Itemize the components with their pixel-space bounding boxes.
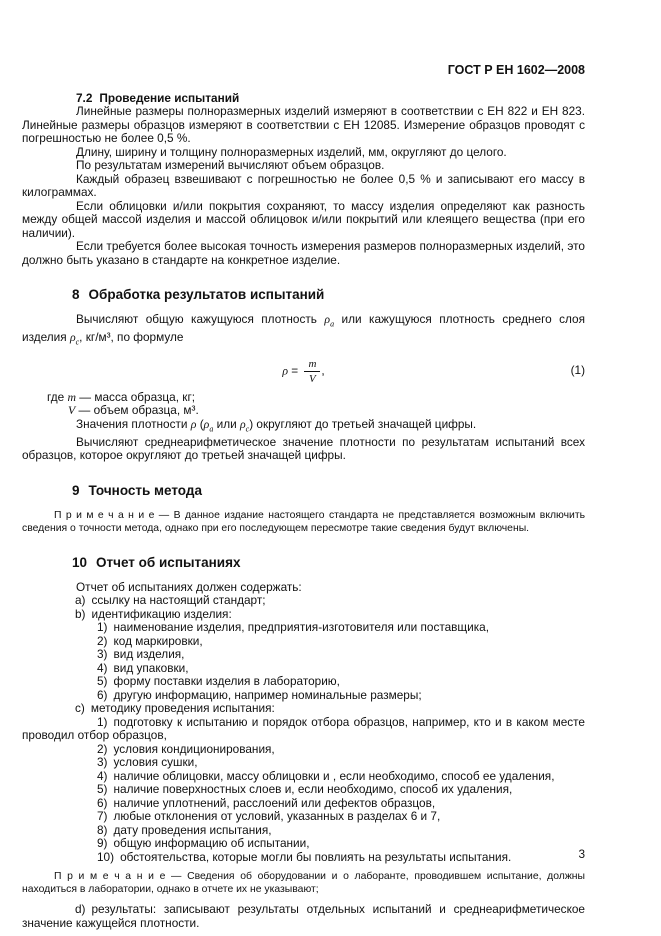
list-item-label: 10) <box>97 849 115 864</box>
text-run: Вычисляют общую кажущуюся плотность <box>76 312 325 326</box>
list-item <box>22 770 585 784</box>
list-item <box>22 810 585 824</box>
paragraph: Линейные размеры полноразмерных изделий измеряют в соответствии с ЕН 822 и ЕН 823. Линейные размеры образцов измеряют в соответствии с ЕН 12085. Измерение образцов проводят с погрешностью не более 0,5 %. <box>22 104 585 145</box>
list-item-text: обстоятельства, которые могли бы повлиять на результаты испытания. <box>120 849 512 864</box>
list-item-label: 3) <box>97 755 108 770</box>
list-item-label: 7) <box>97 809 108 824</box>
list-item-text: общую информацию об испытании, <box>113 836 310 851</box>
text-run: или кажущуюся плотность среднего слоя изделия <box>22 312 586 344</box>
rho-symbol: ρ <box>190 416 197 431</box>
paragraph-rounding <box>22 418 585 436</box>
list-item-text: результаты: записывают результаты отдельных испытаний и среднеарифметическое значение кажущейся плотности. <box>22 902 585 930</box>
text-run: где <box>47 389 68 404</box>
list-item-text: методику проведения испытания: <box>90 701 275 716</box>
paragraph: Если требуется более высокая точность измерения размеров полноразмерных изделий, это должно быть указано в стандарте на конкретное изделие. <box>22 239 585 267</box>
list-item <box>22 662 585 676</box>
list-item <box>22 648 585 662</box>
var-m: m <box>67 389 77 404</box>
list-item-text: ссылку на настоящий стандарт; <box>91 593 266 608</box>
doc-header-code: ГОСТ Р ЕН 1602—2008 <box>447 63 585 77</box>
list-item-label: 6) <box>97 795 108 810</box>
text-run: — масса образца, кг; <box>76 389 196 404</box>
list-item-label: c) <box>75 701 85 716</box>
list-item-text: условия сушки, <box>113 755 198 770</box>
list-item-text: дату проведения испытания, <box>113 822 272 837</box>
fraction-denominator: V <box>309 372 316 385</box>
list-item-label: 6) <box>97 687 108 702</box>
rho-symbol: ρ <box>239 416 246 431</box>
comma: , <box>321 363 325 378</box>
paragraph: Каждый образец взвешивают с погрешностью не более 0,5 % и записывают его массу в килограммах. <box>22 171 585 199</box>
list-item-label: a) <box>75 593 86 608</box>
text-run: — объем образца, м³. <box>75 403 199 418</box>
section-10-text: Отчет об испытаниях <box>96 554 241 570</box>
equation-number: (1) <box>570 362 585 377</box>
list-item-text: условия кондиционирования, <box>113 741 275 756</box>
rho-symbol: ρ <box>69 329 76 344</box>
list-item <box>22 716 585 743</box>
list-item-text: наименование изделия, предприятия-изготовителя или поставщика, <box>113 620 489 635</box>
section-8-number: 8 <box>72 287 80 302</box>
text-run: ( <box>196 416 204 431</box>
page-number: 3 <box>578 847 585 861</box>
list-item <box>22 675 585 689</box>
list-item-label: 4) <box>97 660 108 675</box>
list-item <box>22 743 585 757</box>
list-item-label: 3) <box>97 647 108 662</box>
section-9-text: Точность метода <box>88 482 202 498</box>
list-item-a <box>22 594 585 608</box>
list-item-text: форму поставки изделия в лабораторию, <box>113 674 340 689</box>
section-10-title <box>72 554 585 571</box>
list-item-label: 5) <box>97 674 108 689</box>
section-8-text: Обработка результатов испытаний <box>88 287 325 302</box>
list-item-label: b) <box>75 606 86 621</box>
section-9-title <box>72 482 585 499</box>
rho-symbol: ρ <box>203 416 210 431</box>
section-7-2-text: Проведение испытаний <box>99 90 240 105</box>
fraction-numerator: m <box>304 358 320 372</box>
subscript-a: a <box>330 319 335 329</box>
subscript-c: c <box>245 424 250 434</box>
list-item-label: 1) <box>97 714 108 729</box>
list-item-label: 2) <box>97 741 108 756</box>
list-item-label: 4) <box>97 768 108 783</box>
list-item-label: 1) <box>97 620 108 635</box>
list-item-label: 5) <box>97 782 108 797</box>
section-7-2-number: 7.2 <box>76 90 93 105</box>
list-item-label: 8) <box>97 822 108 837</box>
section-9-number: 9 <box>72 482 80 498</box>
list-item-text: идентификацию изделия: <box>91 606 232 621</box>
list-item <box>22 837 585 851</box>
section-10-number: 10 <box>72 554 88 570</box>
var-v: V <box>68 403 76 418</box>
list-item-label: 9) <box>97 836 108 851</box>
list-item-text: наличие облицовки, массу облицовки и , если необходимо, способ ее удаления, <box>113 768 555 783</box>
list-item <box>22 621 585 635</box>
subscript-a: a <box>209 424 214 434</box>
list-item-text: наличие поверхностных слоев и, если необходимо, способ их удаления, <box>113 782 513 797</box>
list-item-text: вид изделия, <box>113 647 185 662</box>
list-item-text: вид упаковки, <box>113 660 189 675</box>
section-8-title <box>72 286 585 303</box>
list-item <box>22 824 585 838</box>
report-intro: Отчет об испытаниях должен содержать: <box>76 579 302 594</box>
where-clause-m <box>47 391 585 405</box>
rho-symbol: ρ <box>282 363 288 378</box>
text-run: Значения плотности <box>76 416 191 431</box>
paragraph: Вычисляют среднеарифметическое значение плотности по результатам испытаний всех образцов, которое округляют до третьей значащей цифры. <box>22 434 585 463</box>
equals-sign: = <box>287 363 302 378</box>
paragraph: По результатам измерений вычисляют объем образцов. <box>76 158 385 172</box>
list-item-label: d) <box>75 902 86 917</box>
density-formula <box>282 356 324 385</box>
paragraph: Длину, ширину и толщину полноразмерных изделий, мм, округляют до целого. <box>76 144 507 159</box>
list-item <box>22 689 585 703</box>
list-item-text: код маркировки, <box>113 633 203 648</box>
paragraph-density-intro <box>22 313 585 349</box>
list-item <box>22 635 585 649</box>
paragraph: Если облицовки и/или покрытия сохраняют, то массу изделия определяют как разность между общей массой изделия и массой облицовок и/или покрытий или клеящего вещества (при его наличии). <box>22 198 585 240</box>
list-item <box>22 783 585 797</box>
list-item <box>22 756 585 770</box>
subscript-c: c <box>75 337 80 347</box>
list-item-text: подготовку к испытанию и порядок отбора образцов, например, кто и в каком месте проводил отбор образцов, <box>22 714 585 743</box>
where-clause-v <box>68 404 585 418</box>
text-run: ) округляют до третьей значащей цифры. <box>249 416 477 431</box>
list-item-text: любые отклонения от условий, указанных в разделах 6 и 7, <box>113 809 441 824</box>
list-item <box>22 797 585 811</box>
list-item-d <box>22 903 585 930</box>
list-item <box>22 851 585 865</box>
text-run: или <box>213 416 240 431</box>
section-7-2-title <box>76 92 585 106</box>
note-section-9: П р и м е ч а н и е — В данное издание настоящего стандарта не представляется возможным включить сведения о точности метода, однако при его последующем пересмотре такие сведения будут включены. <box>22 509 585 534</box>
formula-block <box>22 356 585 386</box>
text-run: , кг/м³, по формуле <box>79 329 184 344</box>
fraction <box>304 358 320 385</box>
note-section-10: П р и м е ч а н и е — Сведения об оборудовании и о лаборанте, проводившем испытание, должны находиться в лаборатории, однако в отчете их не указывают; <box>22 871 585 896</box>
list-item-c <box>22 702 585 716</box>
rho-symbol: ρ <box>324 312 331 326</box>
list-item-text: наличие уплотнений, расслоений или дефектов образцов, <box>113 795 436 810</box>
list-item-text: другую информацию, например номинальные размеры; <box>113 687 422 702</box>
list-item-b <box>22 608 585 622</box>
list-item-label: 2) <box>97 633 108 648</box>
